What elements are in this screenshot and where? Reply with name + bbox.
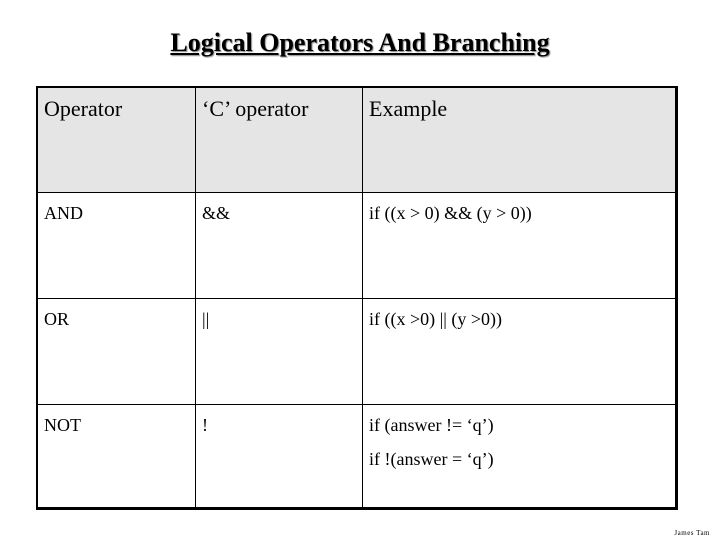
cell-c-operator: || (196, 298, 363, 404)
cell-example (363, 298, 676, 404)
header-example: Example (363, 88, 676, 192)
table-row-and (38, 192, 675, 298)
cell-example (363, 404, 676, 507)
table-header-row (38, 88, 675, 192)
cell-operator: NOT (38, 404, 196, 507)
cell-example (363, 192, 676, 298)
cell-c-operator: && (196, 192, 363, 298)
cell-c-operator: ! (196, 404, 363, 507)
header-operator: Operator (38, 88, 196, 192)
table-row-not (38, 404, 675, 507)
operators-table (36, 86, 678, 510)
slide-title: Logical Operators And Branching (170, 28, 550, 57)
example-line: if ((x > 0) && (y > 0)) (369, 202, 532, 223)
cell-operator: AND (38, 192, 196, 298)
example-line: if !(answer = ‘q’) (369, 449, 494, 470)
example-line: if ((x >0) || (y >0)) (369, 308, 502, 329)
example-line: if (answer != ‘q’) (369, 414, 494, 435)
header-c-operator: ‘C’ operator (196, 88, 363, 192)
author-footer: James Tam (674, 529, 710, 537)
cell-operator: OR (38, 298, 196, 404)
table-row-or (38, 298, 675, 404)
